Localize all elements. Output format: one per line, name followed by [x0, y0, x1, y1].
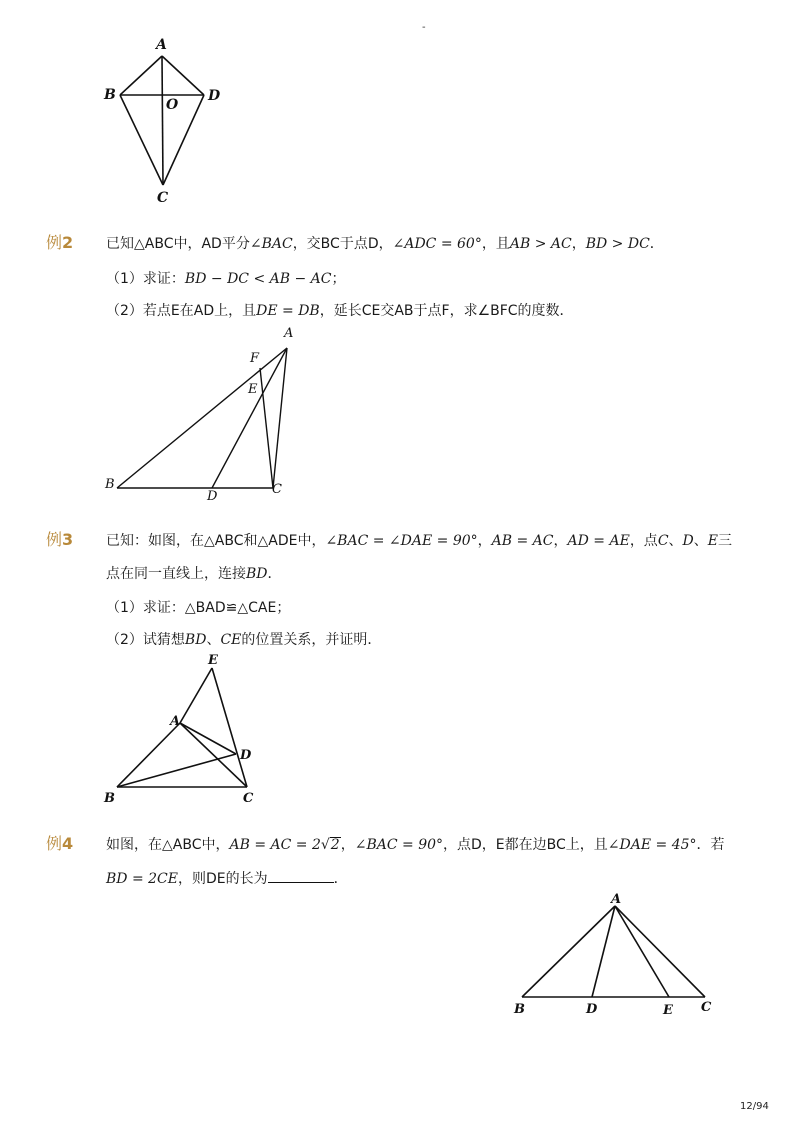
ex4-label-d: D	[586, 1002, 598, 1017]
text: ．	[333, 871, 348, 887]
ex3-label-e: E	[208, 653, 218, 668]
text: 三	[718, 533, 732, 549]
text: ．	[649, 236, 664, 252]
text: ；	[331, 271, 346, 287]
example-2-label	[46, 230, 73, 253]
sqrt-sign: √	[320, 837, 330, 853]
kite-label-a: A	[156, 37, 167, 53]
example-2-number: 2	[62, 233, 74, 252]
example-3-prefix: 例	[46, 530, 63, 549]
ex3-segment-bd	[117, 754, 236, 787]
ex4-edge-ab	[522, 906, 615, 997]
math: D	[682, 533, 694, 549]
math: ∠BAC = ∠DAE = 90°	[325, 533, 478, 549]
figure-kite	[100, 34, 230, 209]
kite-edge-bc	[120, 95, 163, 185]
math: ∠BAC	[249, 236, 293, 252]
ex4-label-e: E	[663, 1003, 673, 1018]
math: CE	[220, 632, 242, 648]
answer-blank	[268, 870, 334, 883]
math: DE = DB	[256, 303, 320, 319]
text: ，	[571, 236, 586, 252]
header-mark: -	[422, 22, 426, 33]
ex3-edge-ab	[117, 723, 180, 787]
kite-label-o: O	[166, 97, 179, 113]
ex4-label-a: A	[611, 892, 622, 907]
text: 、	[693, 533, 708, 549]
math: AD = AE	[567, 533, 630, 549]
ex3-label-a: A	[170, 714, 181, 729]
text: ，交BC于点D，	[292, 236, 393, 252]
ex2-label-d: D	[207, 489, 218, 504]
figure-example-4	[505, 888, 725, 1023]
math: ∠DAE = 45°	[607, 837, 697, 853]
example-4-statement	[106, 834, 725, 854]
text: （1）求证：	[106, 271, 185, 287]
math: ∠BAC = 90°	[354, 837, 444, 853]
ex2-label-c: C	[272, 482, 282, 497]
text: 如图，在△ABC中，	[106, 837, 230, 853]
kite-label-c: C	[157, 190, 169, 206]
example-4-statement-line-2	[106, 868, 348, 888]
math: AB = AC = 2	[229, 837, 321, 853]
page-number: 12/94	[740, 1101, 769, 1112]
ex4-label-c: C	[701, 1000, 712, 1015]
math: C	[657, 533, 669, 549]
ex3-label-b: B	[104, 791, 115, 806]
figure-example-2	[100, 322, 305, 504]
kite-diag-ac	[162, 56, 163, 185]
kite-label-b: B	[104, 87, 116, 103]
ex2-label-e: E	[248, 382, 258, 397]
example-2-prefix: 例	[46, 233, 63, 252]
text: ，且	[481, 236, 510, 252]
text: ，延长CE交AB于点F，求∠BFC的度数．	[319, 303, 574, 319]
text: ，	[553, 533, 568, 549]
example-4-label	[46, 831, 73, 854]
math: BD > DC	[585, 236, 650, 252]
text: 点在同一直线上，连接	[106, 566, 246, 582]
text: ，点D，E都在边BC上，且	[443, 837, 608, 853]
example-3-number: 3	[62, 530, 74, 549]
example-2-question-1	[106, 268, 345, 288]
math: E	[707, 533, 718, 549]
ex2-edge-ab	[117, 348, 287, 488]
math: ∠ADC = 60°	[392, 236, 482, 252]
example-2-statement	[106, 233, 664, 253]
text: ，点	[629, 533, 658, 549]
example-4-prefix: 例	[46, 834, 63, 853]
text: ，则DE的长为	[177, 871, 268, 887]
ex2-label-f: F	[250, 351, 260, 366]
example-4-number: 4	[62, 834, 74, 853]
text: ．	[267, 566, 282, 582]
ex3-line-ec	[212, 668, 247, 787]
kite-label-d: D	[208, 88, 221, 104]
ex3-edge-ae	[180, 668, 212, 723]
math-radicand: 2	[330, 837, 340, 853]
math: BD = 2CE	[106, 871, 178, 887]
ex2-label-a: A	[284, 326, 294, 341]
kite-edge-ad	[162, 56, 204, 95]
kite-edge-ab	[120, 56, 162, 95]
text: 已知：如图，在△ABC和△ADE中，	[106, 533, 326, 549]
ex3-label-c: C	[243, 791, 254, 806]
text: 已知△ABC中，AD平分	[106, 236, 250, 252]
text: ，	[477, 533, 492, 549]
example-3-question-1	[106, 597, 290, 617]
text: ．若	[696, 837, 725, 853]
text: 、	[668, 533, 683, 549]
text: （2）若点E在AD上，且	[106, 303, 257, 319]
math: AB = AC	[491, 533, 554, 549]
text: ，	[340, 837, 355, 853]
ex3-label-d: D	[240, 748, 252, 763]
text: 的位置关系，并证明．	[241, 632, 382, 648]
text: 、	[206, 632, 221, 648]
math: BD	[184, 632, 207, 648]
figure-example-3	[100, 650, 265, 810]
example-2-question-2	[106, 300, 574, 320]
math: BD	[246, 566, 268, 582]
example-3-statement-line-2	[106, 563, 282, 583]
example-3-statement	[106, 530, 732, 550]
ex4-segment-ad	[592, 906, 615, 997]
math: BD − DC < AB − AC	[184, 271, 332, 287]
math: AB > AC	[509, 236, 572, 252]
ex2-label-b: B	[105, 477, 115, 492]
text: （2）试猜想	[106, 632, 185, 648]
example-3-label	[46, 527, 73, 550]
text: （1）求证：△BAD≌△CAE；	[106, 600, 291, 616]
example-3-question-2	[106, 629, 381, 649]
ex4-label-b: B	[514, 1002, 525, 1017]
